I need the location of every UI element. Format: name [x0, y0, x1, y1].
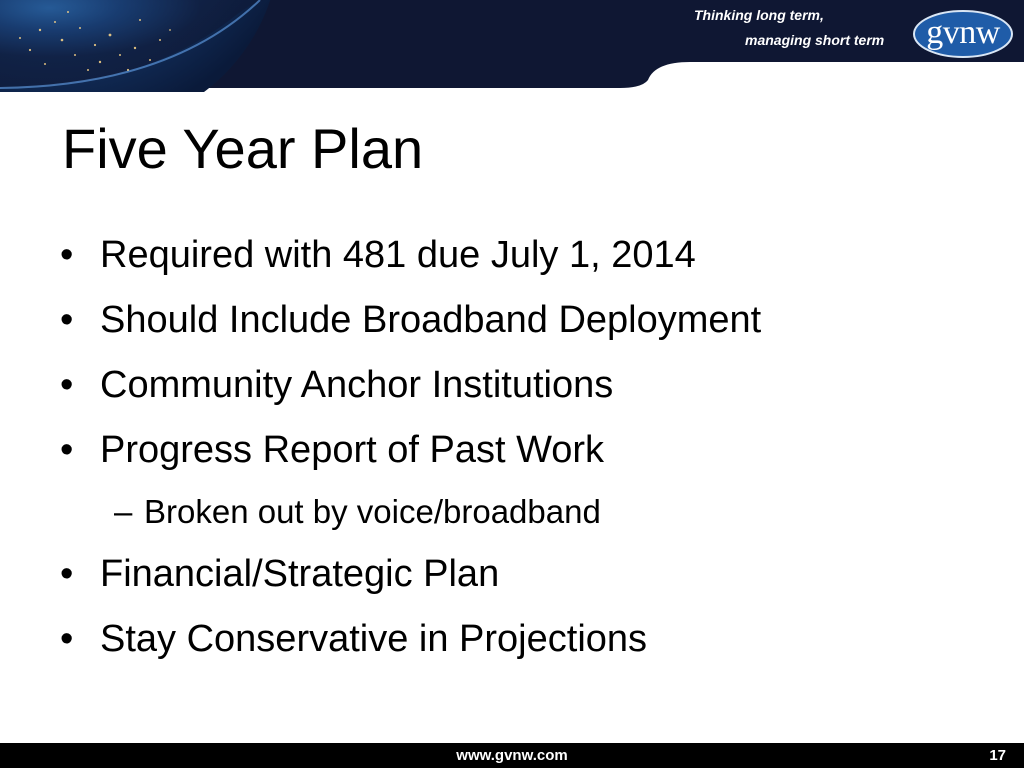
sub-bullet-item	[114, 493, 601, 531]
bullet-text: Should Include Broadband Deployment	[100, 299, 762, 341]
bullet-item	[60, 553, 499, 596]
bullet-marker: •	[60, 553, 74, 595]
bullet-text: Financial/Strategic Plan	[100, 553, 500, 595]
bullet-marker: •	[60, 429, 74, 471]
sub-bullet-text: Broken out by voice/broadband	[144, 493, 601, 530]
bullet-marker: •	[60, 234, 74, 276]
slide-title: Five Year Plan	[62, 117, 424, 180]
logo-text: gvnw	[926, 14, 1000, 51]
bullet-text: Required with 481 due July 1, 2014	[100, 234, 696, 276]
bullet-text: Stay Conservative in Projections	[100, 618, 648, 660]
bullet-marker: •	[60, 299, 74, 341]
bullet-marker: •	[60, 618, 74, 660]
footer-bar	[0, 743, 1024, 768]
bullet-item	[60, 299, 761, 342]
tagline-line-1: Thinking long term,	[694, 7, 824, 23]
bullet-marker: •	[60, 364, 74, 406]
bullet-item	[60, 618, 647, 661]
sub-bullet-marker: –	[114, 493, 133, 530]
bullet-text: Progress Report of Past Work	[100, 429, 605, 471]
bullet-text: Community Anchor Institutions	[100, 364, 614, 406]
bullet-item	[60, 364, 613, 407]
tagline-line-2: managing short term	[745, 32, 885, 48]
bullet-item	[60, 429, 604, 472]
footer-url: www.gvnw.com	[456, 747, 568, 764]
bullet-item	[60, 234, 696, 277]
page-number: 17	[989, 747, 1006, 764]
